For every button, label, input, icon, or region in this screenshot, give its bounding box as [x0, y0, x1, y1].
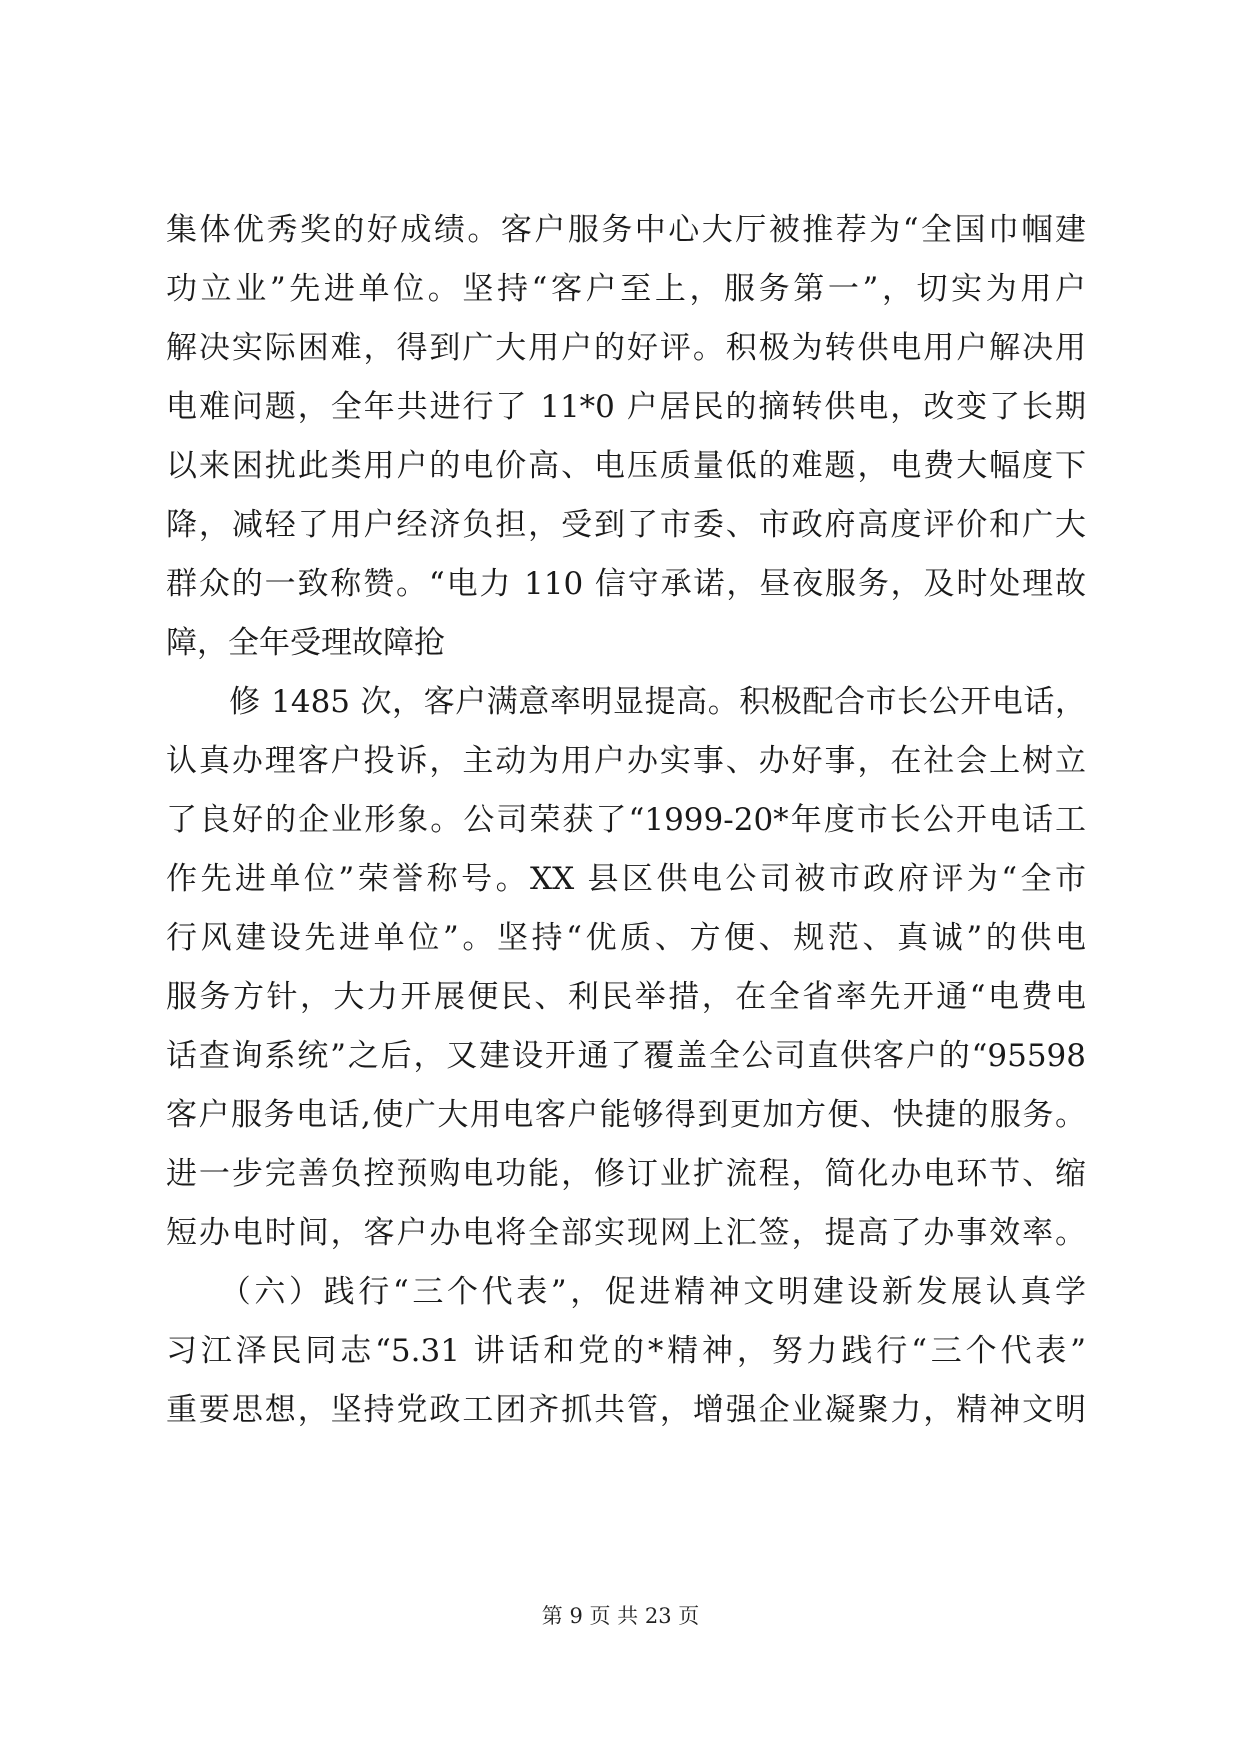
- body-text-line: 以来困扰此类用户的电价高、电压质量低的难题，电费大幅度下: [166, 448, 1086, 484]
- body-text-line: 短办电时间，客户办电将全部实现网上汇签，提高了办事效率。: [166, 1215, 1086, 1251]
- body-text-line: 障，全年受理故障抢: [166, 625, 445, 661]
- body-text-line: 集体优秀奖的好成绩。客户服务中心大厅被推荐为“全国巾帼建: [166, 212, 1086, 248]
- body-text-line: 修 1485 次，客户满意率明显提高。积极配合市长公开电话，: [166, 684, 1086, 720]
- body-text-line: 解决实际困难，得到广大用户的好评。积极为转供电用户解决用: [166, 330, 1086, 366]
- body-text-line: 群众的一致称赞。“电力 110 信守承诺，昼夜服务，及时处理故: [166, 566, 1086, 602]
- body-text-line: 进一步完善负控预购电功能，修订业扩流程，简化办电环节、缩: [166, 1156, 1086, 1192]
- body-text-line: 客户服务电话,使广大用电客户能够得到更加方便、快捷的服务。: [166, 1097, 1086, 1133]
- page-number-footer: 第 9 页 共 23 页: [541, 1604, 700, 1628]
- body-text-line: 行风建设先进单位”。坚持“优质、方便、规范、真诚”的供电: [166, 920, 1086, 956]
- body-text-line: 作先进单位”荣誉称号。XX 县区供电公司被市政府评为“全市: [166, 861, 1086, 897]
- body-text-line: （六）践行“三个代表”，促进精神文明建设新发展认真学: [166, 1274, 1086, 1310]
- body-text-line: 了良好的企业形象。公司荣获了“1999-20*年度市长公开电话工: [166, 802, 1086, 838]
- body-text-line: 认真办理客户投诉，主动为用户办实事、办好事，在社会上树立: [166, 743, 1086, 779]
- body-text-line: 功立业”先进单位。坚持“客户至上，服务第一”，切实为用户: [166, 271, 1086, 307]
- body-text-line: 降，减轻了用户经济负担，受到了市委、市政府高度评价和广大: [166, 507, 1086, 543]
- body-text-line: 重要思想，坚持党政工团齐抓共管，增强企业凝聚力，精神文明: [166, 1392, 1086, 1428]
- body-text-line: 服务方针，大力开展便民、利民举措，在全省率先开通“电费电: [166, 979, 1086, 1015]
- body-text-line: 电难问题，全年共进行了 11*0 户居民的摘转供电，改变了长期: [166, 389, 1086, 425]
- body-text-line: 习江泽民同志“5.31 讲话和党的*精神，努力践行“三个代表”: [166, 1333, 1086, 1369]
- body-text-line: 话查询系统”之后，又建设开通了覆盖全公司直供客户的“95598: [166, 1038, 1086, 1074]
